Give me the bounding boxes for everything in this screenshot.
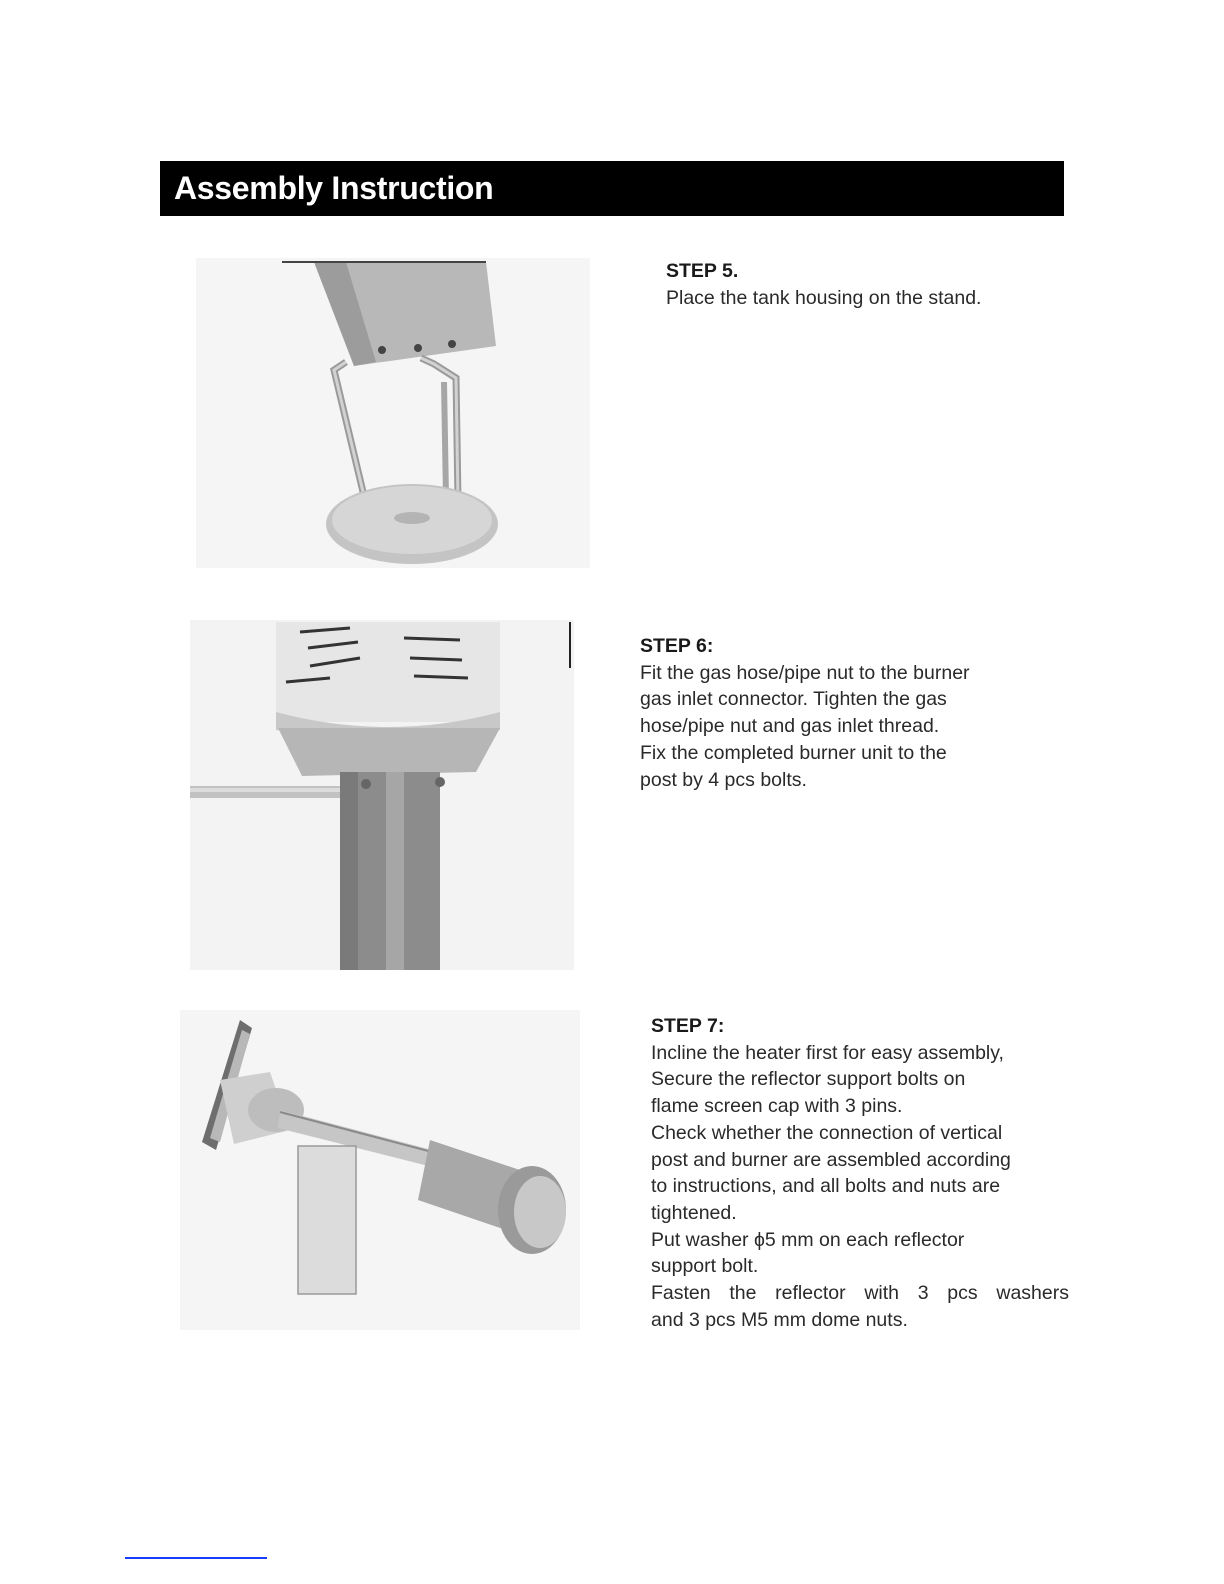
step-5 [666,258,1066,311]
step-6-line: gas inlet connector. Tighten the gas [640,688,947,711]
footnote-divider [125,1557,267,1559]
step-6-line: post by 4 pcs bolts. [640,768,807,791]
step-7-heading: STEP 7: [651,1015,725,1037]
step-6-line: Fit the gas hose/pipe nut to the burner [640,661,970,684]
section-header [160,161,1064,216]
step-7-line: Incline the heater first for easy assembly, [651,1041,1004,1064]
step-5-heading: STEP 5. [666,260,739,282]
step-7-line: support bolt. [651,1255,759,1278]
step-7-line: flame screen cap with 3 pins. [651,1095,903,1118]
step-7-line: Secure the reflector support bolts on [651,1068,966,1091]
step-6-line: Fix the completed burner unit to the [640,741,947,764]
step-6 [640,633,1060,793]
step-7-line: to instructions, and all bolts and nuts are [651,1175,1001,1198]
step-7-line: Fasten the reflector with 3 pcs washers [651,1282,1069,1305]
page-title: Assembly Instruction [174,170,494,206]
step-7-line: tightened. [651,1201,737,1224]
step-7-line: Put washer ϕ5 mm on each reflector [651,1228,965,1251]
step-7-photo [180,1010,580,1330]
step-6-line: hose/pipe nut and gas inlet thread. [640,715,940,738]
step-5-photo [196,258,590,568]
step-6-heading: STEP 6: [640,635,714,657]
step-7-line: Check whether the connection of vertical [651,1121,1003,1144]
step-5-line: Place the tank housing on the stand. [666,286,982,309]
step-6-photo [190,620,574,970]
step-7-line: post and burner are assembled according [651,1148,1011,1171]
step-7 [651,1013,1069,1333]
step-7-line: and 3 pcs M5 mm dome nuts. [651,1308,908,1331]
